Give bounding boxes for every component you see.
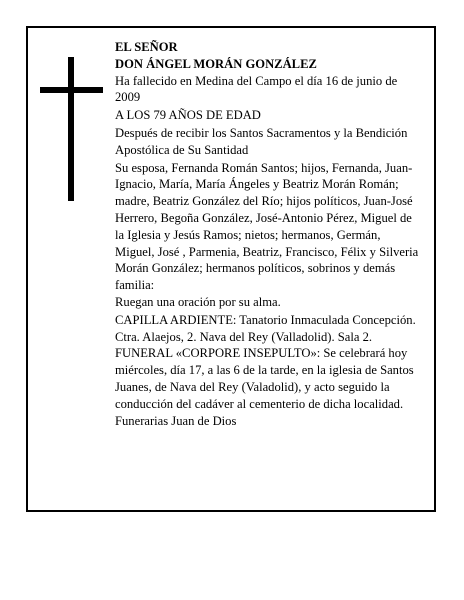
prayer-request: Ruegan una oración por su alma. xyxy=(115,294,281,309)
deceased-name: DON ÁNGEL MORÁN GONZÁLEZ xyxy=(115,56,317,71)
title-line-1: EL SEÑOR xyxy=(115,40,178,54)
funeral-home: Funerarias Juan de Dios xyxy=(115,413,237,428)
cross-horizontal-bar xyxy=(40,87,103,93)
age-at-death: A LOS 79 AÑOS DE EDAD xyxy=(115,108,261,123)
family-list: Su esposa, Fernanda Román Santos; hijos, Fernanda, Juan-Ignacio, María, María Ángeles y Beatriz Morán Román; madre, Beatriz González del Río; hijos políticos, Juan-José Herrero, Begoña González, José-Antonio Pérez, Miguel de la Iglesia y Jesús Ramos; nietos; hermanos, Germán, Miguel, José , Parmenia, Beatriz, Francisco, Félix y Silveria Morán González; hermanos políticos, sobrinos y demás familia: xyxy=(115,160,419,293)
funeral-details: FUNERAL «CORPORE INSEPULTO»: Se celebrará hoy miércoles, día 17, a las 6 de la tarde, en la iglesia de Santos Juanes, de Nava del Rey (Valadolid), y acto seguido la conducción del cadáver al cementerio de dicha localidad. xyxy=(115,346,414,411)
obituary-notice xyxy=(26,26,436,512)
sacraments-statement: Después de recibir los Santos Sacramentos y la Bendición Apostólica de Su Santidad xyxy=(115,125,408,157)
cross-vertical-bar xyxy=(68,57,74,201)
death-statement: Ha fallecido en Medina del Campo el día 16 de junio de 2009 xyxy=(115,73,398,105)
chapel-details: CAPILLA ARDIENTE: Tanatorio Inmaculada Concepción. Ctra. Alaejos, 2. Nava del Rey (Valladolid). Sala 2. xyxy=(115,312,416,344)
obituary-text xyxy=(115,39,422,429)
